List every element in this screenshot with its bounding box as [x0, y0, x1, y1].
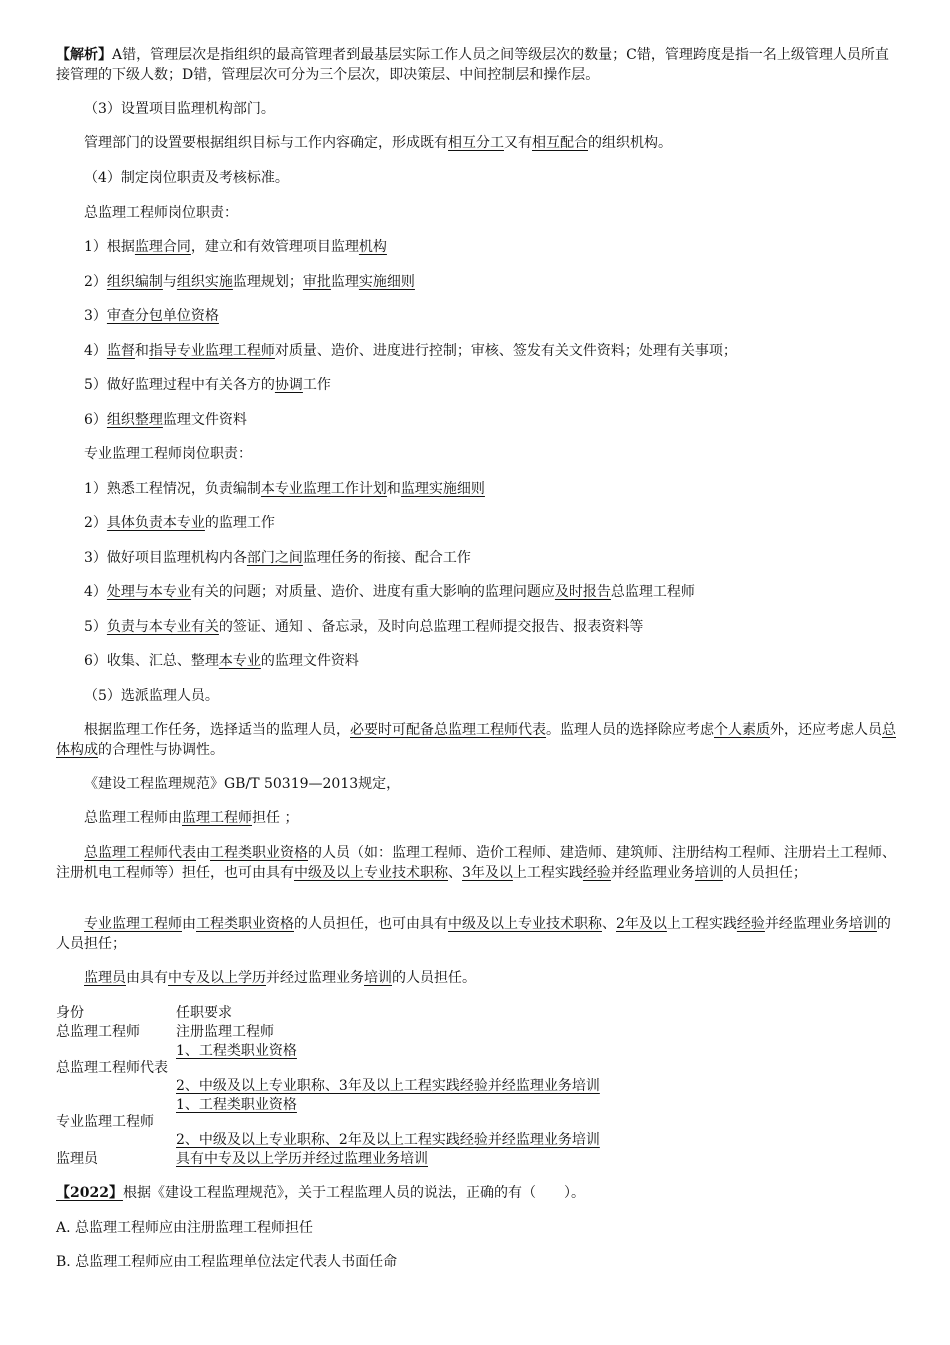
underlined-term: 本专业监理工作计划: [260, 481, 387, 497]
text-segment: 6）: [84, 412, 107, 428]
text-segment: 并经过监理业务: [266, 970, 364, 986]
underlined-term: 监理员: [84, 970, 126, 986]
underlined-term: 专业监理工程师: [84, 916, 182, 932]
text-segment: 有关的问题；对质量、造价、进度有重大影响的监理问题应: [190, 584, 555, 600]
underlined-term: 培训: [364, 970, 392, 986]
text-segment: 的监理工作: [204, 515, 275, 531]
spec-p3: [56, 914, 901, 954]
text-segment: 上工程实践: [512, 865, 583, 881]
step5-body: [56, 720, 901, 760]
text-segment: 由具有: [126, 970, 168, 986]
step5-heading: （5）选派监理人员。: [84, 688, 219, 704]
analysis-paragraph: [56, 45, 901, 85]
text-segment: 1）根据: [84, 239, 135, 255]
text-segment: 4）: [84, 584, 107, 600]
underlined-term: 相互配合: [532, 135, 588, 151]
underlined-term: 及时报告: [554, 584, 611, 600]
text-segment: 总监理工程师: [610, 584, 695, 600]
underlined-term: 工程类职业资格: [196, 916, 294, 932]
underlined-term: 经验: [736, 916, 765, 932]
underlined-term: 相互分工: [448, 135, 504, 151]
text-segment: 、: [602, 916, 616, 932]
spec-p4: [84, 968, 476, 988]
text-segment: 。监理人员的选择除应考虑: [546, 722, 714, 738]
chief-duty-5: [84, 375, 331, 395]
specialist-duty-2: [84, 513, 275, 533]
text-segment: 的监理文件资料: [260, 653, 359, 669]
text-segment: 的人员担任，也可由具有: [294, 916, 448, 932]
analysis-text: A错，管理层次是指组织的最高管理者到最基层实际工作人员之间等级层次的数量；C错，管理跨度是指一名上级管理人员所直接管理的下级人数；D错，管理层次可分为三个层次，即决策层、中间控制层和操作层。: [56, 47, 889, 83]
text-segment: 与: [162, 274, 177, 290]
step3-heading: （3）设置项目监理机构部门。: [84, 101, 275, 117]
underlined-term: 具体负责本专业: [106, 515, 205, 531]
question-stem: [56, 1183, 585, 1203]
question-year-tag: 【2022】: [56, 1185, 123, 1201]
table-role: 专业监理工程师: [56, 1114, 154, 1130]
chief-duty-2: [84, 272, 415, 292]
underlined-term: 培训: [848, 916, 877, 932]
underlined-term: 监督: [106, 343, 135, 359]
text-segment: 5）做好监理过程中有关各方的: [84, 377, 275, 393]
text-segment: 根据监理工作任务，选择适当的监理人员，: [84, 722, 350, 738]
table-role: 总监理工程师代表: [56, 1060, 168, 1076]
text-segment: 外，还应考虑人员: [770, 722, 882, 738]
text-segment: 的人员（如：监理工程师、造价工程师、建造师、建筑师、注册结构工程师、注册岩土工程师、注册机电工程师等）担任，也可由具有: [56, 845, 896, 881]
text-segment: 上工程实践: [666, 916, 737, 932]
text-segment: 监理任务的衔接、配合工作: [302, 550, 471, 566]
underlined-term: 培训: [694, 865, 723, 881]
text-segment: 根据《建设工程监理规范》，关于工程监理人员的说法，正确的有（ ）。: [122, 1185, 585, 1201]
table-role: 总监理工程师: [56, 1024, 140, 1040]
specialist-duty-5: [84, 617, 643, 637]
text-segment: 并经监理业务: [764, 916, 849, 932]
specialist-duty-6: [84, 651, 359, 671]
text-segment: 管理部门的设置要根据组织目标与工作内容确定，形成既有: [84, 135, 448, 151]
text-segment: 的人员担任；: [56, 916, 891, 952]
text-segment: 3）做好项目监理机构内各: [84, 550, 247, 566]
text-segment: 的合理性与协调性。: [98, 742, 224, 758]
underlined-term: 监理合同: [134, 239, 191, 255]
underlined-term: 中专及以上学历: [168, 970, 266, 986]
text-segment: 监理文件资料: [162, 412, 247, 428]
spec-reference: 《建设工程监理规范》GB/T 50319—2013规定，: [84, 776, 401, 792]
text-segment: 由: [182, 916, 196, 932]
underlined-term: 审批: [302, 274, 331, 290]
text-segment: ，建立和有效管理项目监理: [190, 239, 359, 255]
underlined-term: 3年及以: [462, 865, 513, 881]
underlined-term: 指导专业监理工程师: [148, 343, 275, 359]
chief-duties-title: 总监理工程师岗位职责：: [84, 205, 238, 221]
underlined-term: 组织实施: [176, 274, 233, 290]
text-segment: 和: [134, 343, 149, 359]
table-requirement: 1、工程类职业资格: [176, 1043, 297, 1059]
question-option-a: A. 总监理工程师应由注册监理工程师担任: [56, 1220, 314, 1236]
analysis-tag: 【解析】: [56, 47, 112, 63]
chief-duty-3: [84, 306, 219, 326]
table-header-requirement: 任职要求: [176, 1005, 232, 1021]
text-segment: 、: [448, 865, 462, 881]
table-requirement: 具有中专及以上学历并经过监理业务培训: [176, 1151, 428, 1167]
underlined-term: 总体构成: [56, 722, 896, 758]
text-segment: 2）: [84, 515, 107, 531]
text-segment: 4）: [84, 343, 107, 359]
question-option-b: B. 总监理工程师应由工程监理单位法定代表人书面任命: [56, 1254, 398, 1270]
text-segment: 又有: [504, 135, 532, 151]
underlined-term: 经验: [582, 865, 611, 881]
text-segment: 担任 ；: [252, 810, 299, 826]
table-role: 监理员: [56, 1151, 98, 1167]
underlined-term: 必要时可配备总监理工程师代表: [350, 722, 546, 738]
underlined-term: 监理工程师: [182, 810, 252, 826]
step3-body: [84, 133, 672, 153]
text-segment: 的组织机构。: [588, 135, 672, 151]
underlined-term: 机构: [358, 239, 387, 255]
underlined-term: 组织整理: [106, 412, 163, 428]
underlined-term: 中级及以上专业技术职称: [294, 865, 448, 881]
specialist-duties-title: 专业监理工程师岗位职责：: [84, 446, 252, 462]
text-segment: 总监理工程师由: [84, 810, 182, 826]
table-requirement: 注册监理工程师: [176, 1024, 274, 1040]
table-header-role: 身份: [56, 1005, 84, 1021]
spec-p1: [84, 808, 298, 828]
table-requirement: 2、中级及以上专业职称、3年及以上工程实践经验并经监理业务培训: [176, 1078, 600, 1094]
text-segment: 3）: [84, 308, 107, 324]
specialist-duty-3: [84, 548, 471, 568]
underlined-term: 实施细则: [358, 274, 415, 290]
underlined-term: 组织编制: [106, 274, 163, 290]
text-segment: 6）收集、汇总、整理: [84, 653, 219, 669]
text-segment: 工作: [302, 377, 331, 393]
underlined-term: 协调: [274, 377, 303, 393]
underlined-term: 总监理工程师代表: [84, 845, 196, 861]
text-segment: 1）熟悉工程情况，负责编制: [84, 481, 261, 497]
text-segment: 的签证、通知 、备忘录，及时向总监理工程师提交报告、报表资料等: [218, 619, 644, 635]
chief-duty-6: [84, 410, 247, 430]
underlined-term: 部门之间: [246, 550, 303, 566]
specialist-duty-1: [84, 479, 485, 499]
spec-p2: [56, 843, 901, 883]
text-segment: 对质量、造价、进度进行控制；审核、签发有关文件资料；处理有关事项；: [274, 343, 737, 359]
text-segment: 的人员担任；: [722, 865, 807, 881]
text-segment: 监理规划；: [232, 274, 303, 290]
underlined-term: 中级及以上专业技术职称: [448, 916, 602, 932]
table-requirement: 1、工程类职业资格: [176, 1097, 297, 1113]
underlined-term: 本专业: [218, 653, 261, 669]
underlined-term: 2年及以: [616, 916, 667, 932]
text-segment: 和: [386, 481, 401, 497]
text-segment: 由: [196, 845, 210, 861]
underlined-term: 审查分包单位资格: [106, 308, 219, 324]
chief-duty-4: [84, 341, 737, 361]
text-segment: 监理: [330, 274, 359, 290]
text-segment: 的人员担任。: [392, 970, 476, 986]
text-segment: 5）: [84, 619, 107, 635]
text-segment: 2）: [84, 274, 107, 290]
underlined-term: 监理实施细则: [400, 481, 485, 497]
underlined-term: 个人素质: [714, 722, 770, 738]
chief-duty-1: [84, 237, 387, 257]
underlined-term: 负责与本专业有关: [106, 619, 219, 635]
underlined-term: 工程类职业资格: [210, 845, 308, 861]
text-segment: 并经监理业务: [610, 865, 695, 881]
table-requirement: 2、中级及以上专业职称、2年及以上工程实践经验并经监理业务培训: [176, 1132, 600, 1148]
specialist-duty-4: [84, 582, 695, 602]
step4-heading: （4）制定岗位职责及考核标准。: [84, 170, 289, 186]
underlined-term: 处理与本专业: [106, 584, 191, 600]
